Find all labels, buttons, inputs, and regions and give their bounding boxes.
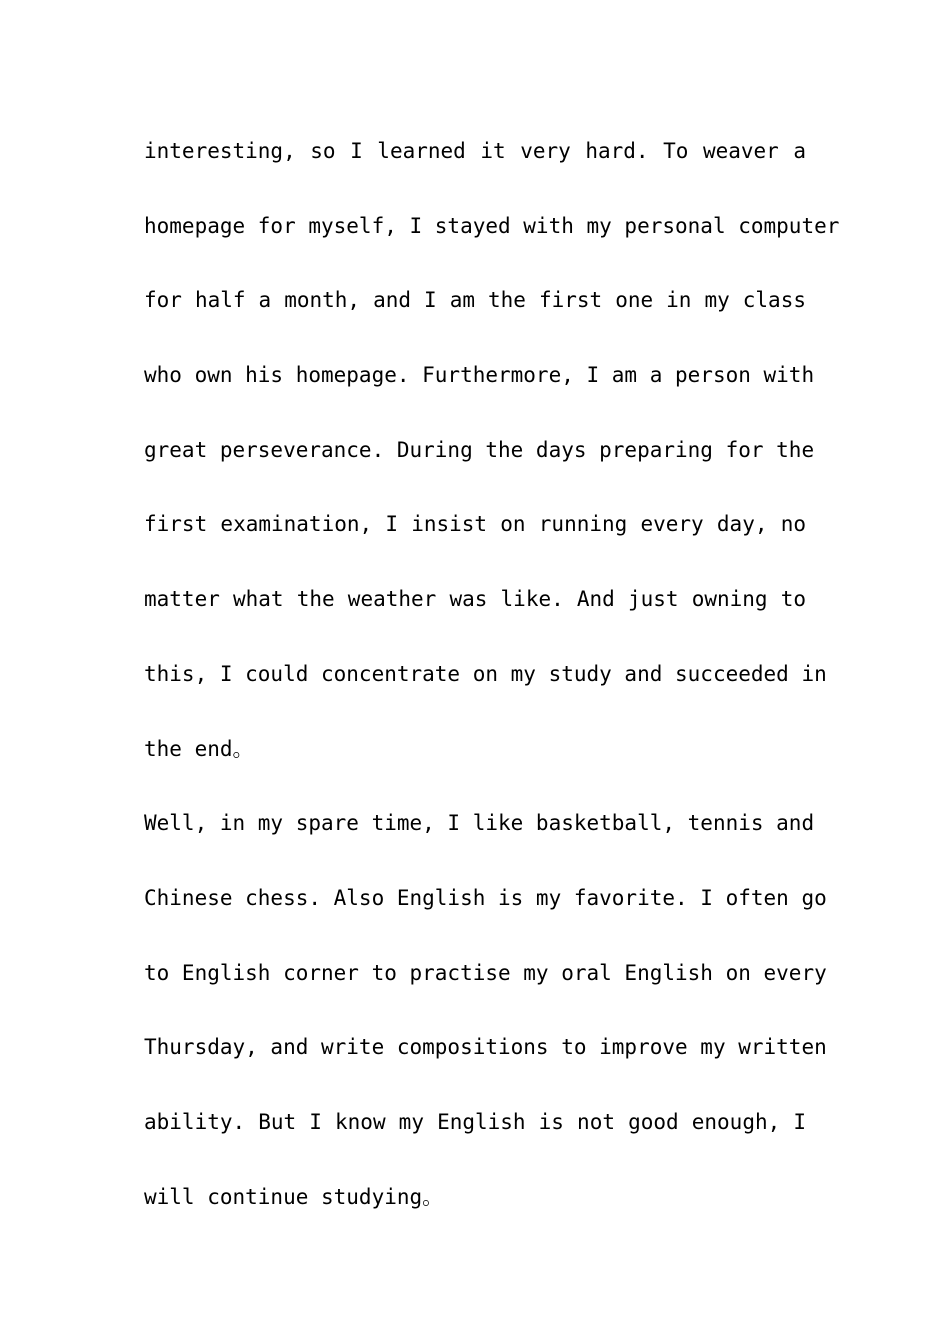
paragraph-2-line-6: will continue studying。 bbox=[144, 1184, 444, 1209]
paragraph-1-line-9: the end。 bbox=[144, 736, 254, 761]
paragraph-1-line-5: great perseverance. During the days preparing for the bbox=[144, 437, 815, 462]
paragraph-1-line-1: interesting, so I learned it very hard. To weaver a bbox=[144, 139, 806, 163]
paragraph-2-line-1: Well, in my spare time, I like basketball, tennis and bbox=[144, 811, 815, 836]
paragraph-1-line-2: homepage for myself, I stayed with my personal computer bbox=[144, 213, 840, 238]
paragraph-1-line-3: for half a month, and I am the first one in my class bbox=[144, 288, 806, 313]
paragraph-1-line-8: this, I could concentrate on my study and succeeded in bbox=[144, 661, 827, 686]
paragraph-1-line-6: first examination, I insist on running every day, no bbox=[144, 512, 806, 537]
paragraph-1-line-7: matter what the weather was like. And just owning to bbox=[144, 587, 806, 612]
paragraph-2-line-4: Thursday, and write compositions to improve my written bbox=[144, 1035, 827, 1060]
paragraph-2-line-3: to English corner to practise my oral English on every bbox=[144, 960, 827, 985]
paragraph-2-line-2: Chinese chess. Also English is my favorite. I often go bbox=[144, 885, 827, 910]
paragraph-2 bbox=[144, 786, 827, 1234]
paragraph-2-line-5: ability. But I know my English is not good enough, I bbox=[144, 1109, 806, 1134]
paragraph-1-line-4: who own his homepage. Furthermore, I am a person with bbox=[144, 363, 815, 388]
paragraph-1 bbox=[144, 114, 840, 786]
document-body bbox=[144, 114, 840, 1234]
